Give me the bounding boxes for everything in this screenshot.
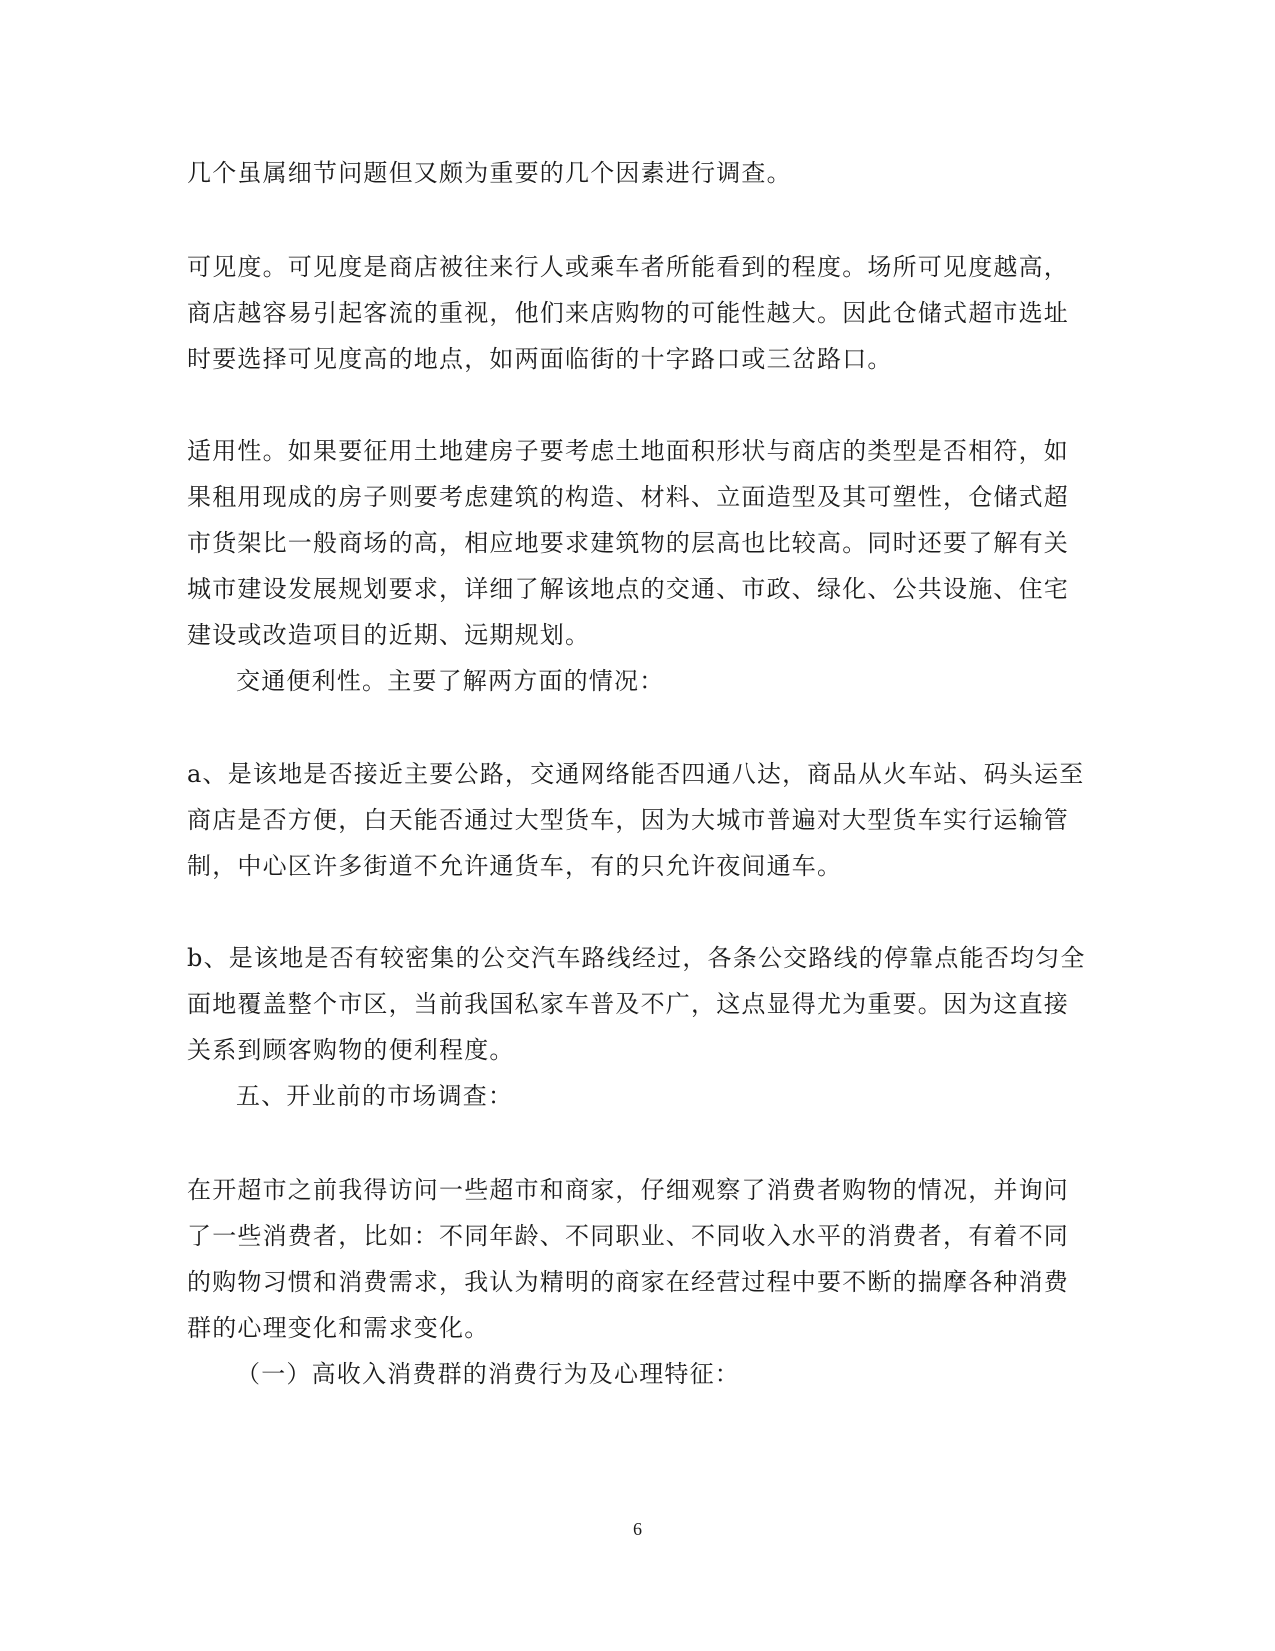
paragraph-line: 了一些消费者，比如：不同年龄、不同职业、不同收入水平的消费者，有着不同 (187, 1222, 1069, 1250)
paragraph-line: 商店越容易引起客流的重视，他们来店购物的可能性越大。因此仓储式超市选址 (187, 299, 1069, 327)
paragraph-line: 建设或改造项目的近期、远期规划。 (187, 621, 591, 649)
paragraph-line: b、是该地是否有较密集的公交汽车路线经过，各条公交路线的停靠点能否均匀全 (187, 944, 1086, 972)
paragraph-line: 市货架比一般商场的高，相应地要求建筑物的层高也比较高。同时还要了解有关 (187, 529, 1069, 557)
paragraph-line: 关系到顾客购物的便利程度。 (187, 1036, 515, 1064)
paragraph-line: 群的心理变化和需求变化。 (187, 1314, 490, 1342)
subheading-line: 交通便利性。主要了解两方面的情况： (236, 667, 665, 695)
paragraph-line: 的购物习惯和消费需求，我认为精明的商家在经营过程中要不断的揣摩各种消费 (187, 1268, 1069, 1296)
paragraph-line: 适用性。如果要征用土地建房子要考虑土地面积形状与商店的类型是否相符，如 (187, 437, 1069, 465)
subsection-heading: （一）高收入消费群的消费行为及心理特征： (236, 1360, 740, 1388)
paragraph-line: 可见度。可见度是商店被往来行人或乘车者所能看到的程度。场所可见度越高， (187, 253, 1069, 281)
paragraph-line: 几个虽属细节问题但又颇为重要的几个因素进行调查。 (187, 159, 792, 187)
paragraph-line: 果租用现成的房子则要考虑建筑的构造、材料、立面造型及其可塑性，仓储式超 (187, 483, 1069, 511)
paragraph-line: 城市建设发展规划要求，详细了解该地点的交通、市政、绿化、公共设施、住宅 (187, 575, 1069, 603)
section-heading: 五、开业前的市场调查： (236, 1082, 514, 1110)
paragraph-line: 商店是否方便，白天能否通过大型货车，因为大城市普遍对大型货车实行运输管 (187, 806, 1069, 834)
paragraph-line: a、是该地是否接近主要公路，交通网络能否四通八达，商品从火车站、码头运至 (187, 760, 1085, 788)
paragraph-line: 制，中心区许多街道不允许通货车，有的只允许夜间通车。 (187, 852, 843, 880)
page-number: 6 (633, 1519, 642, 1539)
paragraph-line: 在开超市之前我得访问一些超市和商家，仔细观察了消费者购物的情况，并询问 (187, 1176, 1069, 1204)
paragraph-line: 时要选择可见度高的地点，如两面临街的十字路口或三岔路口。 (187, 345, 893, 373)
paragraph-line: 面地覆盖整个市区，当前我国私家车普及不广，这点显得尤为重要。因为这直接 (187, 990, 1069, 1018)
